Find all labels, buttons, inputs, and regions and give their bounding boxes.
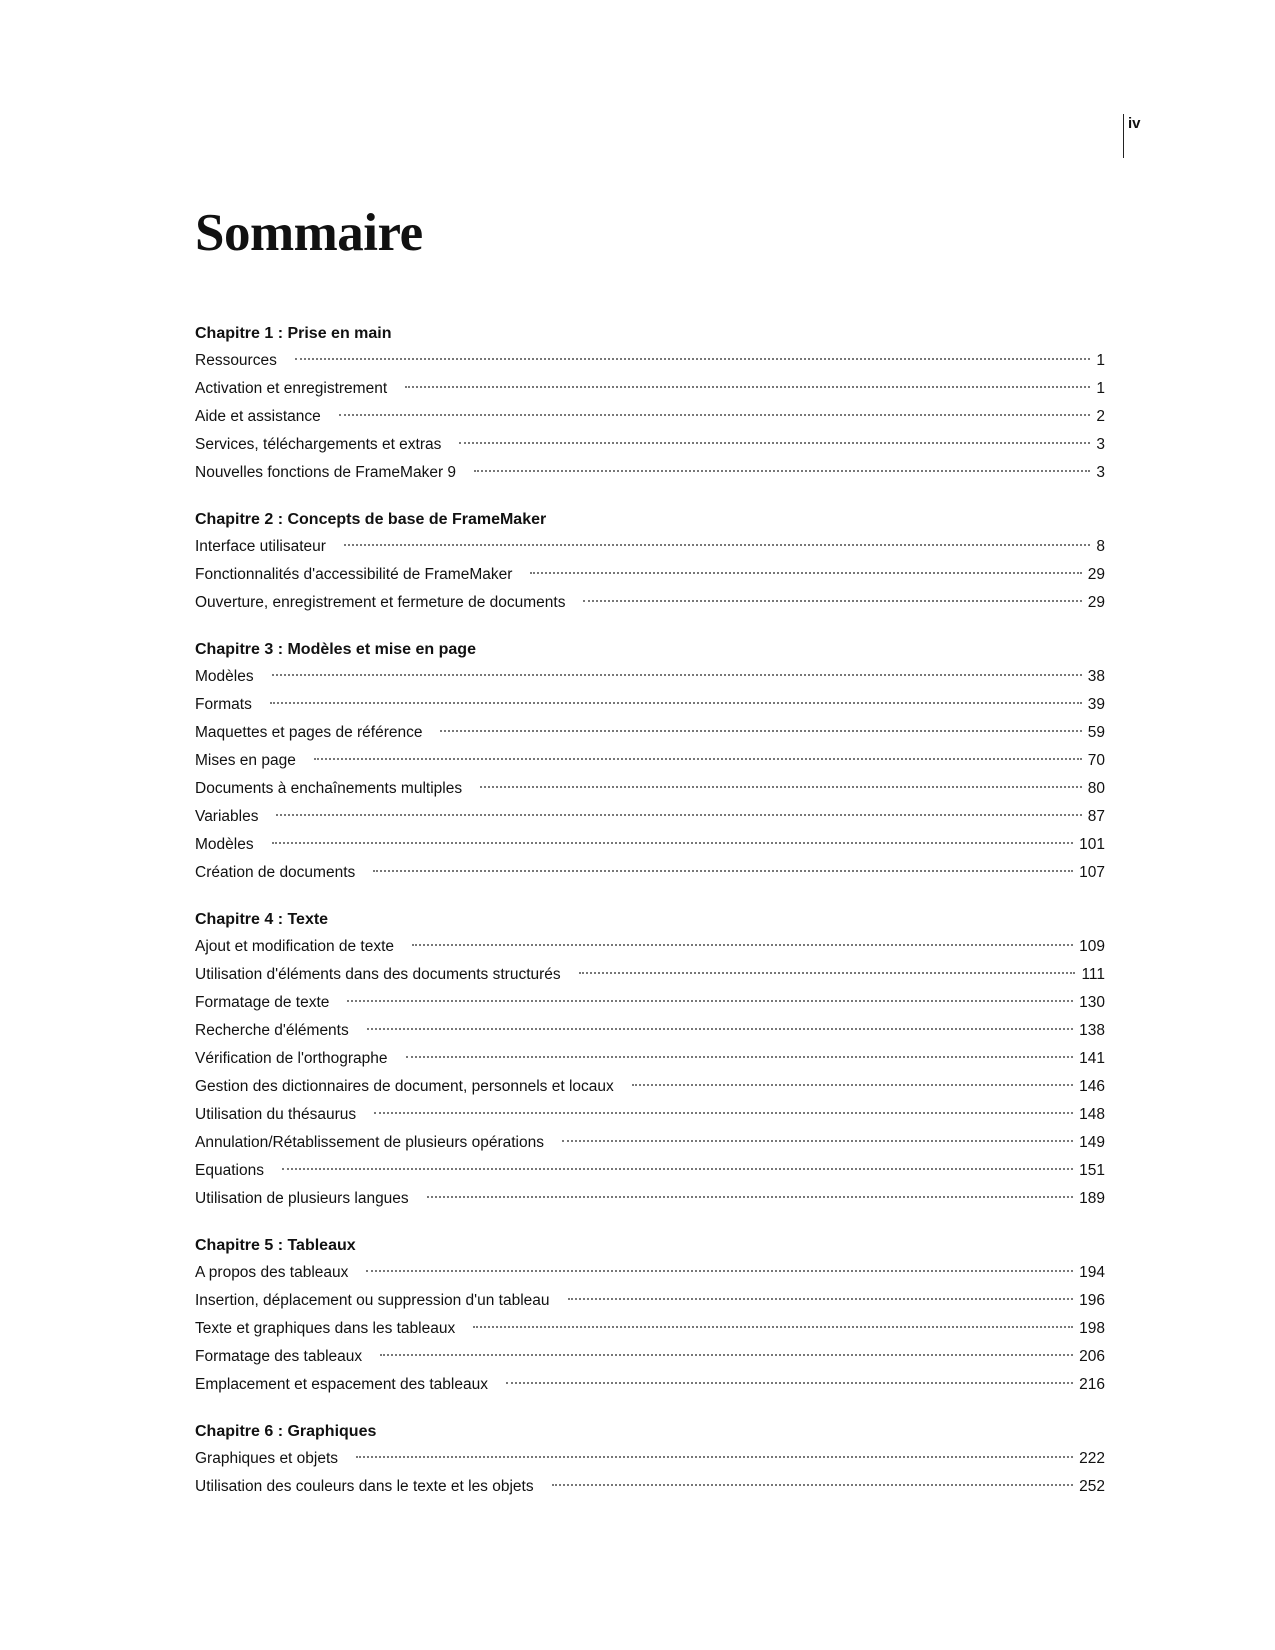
toc-entry-label: Utilisation d'éléments dans des documents structurés	[195, 966, 561, 983]
toc-entry[interactable]	[195, 1262, 1105, 1290]
toc-entry-label: Services, téléchargements et extras	[195, 436, 442, 453]
toc-entry-page: 111	[1081, 966, 1105, 983]
toc-entry-page: 101	[1079, 836, 1105, 853]
dot-leader	[374, 1112, 1073, 1114]
dot-leader	[347, 1000, 1073, 1002]
toc-entry-page: 130	[1079, 994, 1105, 1011]
toc-entry-page: 194	[1079, 1264, 1105, 1281]
dot-leader	[314, 758, 1082, 760]
toc-entry[interactable]	[195, 936, 1105, 964]
toc-entry-page: 39	[1087, 696, 1105, 713]
toc-entry-page: 151	[1079, 1162, 1105, 1179]
toc-chapter	[195, 323, 1105, 490]
dot-leader	[562, 1140, 1073, 1142]
toc-entry[interactable]	[195, 1020, 1105, 1048]
toc-entry-label: Ajout et modification de texte	[195, 938, 395, 955]
toc-entry[interactable]	[195, 1076, 1105, 1104]
toc-entry[interactable]	[195, 1374, 1105, 1402]
toc-entry-page: 206	[1079, 1348, 1105, 1365]
table-of-contents	[195, 323, 1105, 1523]
toc-entry-page: 59	[1087, 724, 1105, 741]
toc-entry-label: Texte et graphiques dans les tableaux	[195, 1320, 456, 1337]
toc-entry[interactable]	[195, 1448, 1105, 1476]
toc-entry-label: Documents à enchaînements multiples	[195, 780, 463, 797]
toc-entry-label: Insertion, déplacement ou suppression d'un tableau	[195, 1292, 550, 1309]
toc-entry-label: Ouverture, enregistrement et fermeture de documents	[195, 594, 566, 611]
dot-leader	[339, 414, 1091, 416]
dot-leader	[568, 1298, 1074, 1300]
toc-entry-label: Vérification de l'orthographe	[195, 1050, 388, 1067]
toc-entry[interactable]	[195, 592, 1105, 620]
toc-chapter	[195, 639, 1105, 890]
toc-entry-label: Graphiques et objets	[195, 1450, 339, 1467]
toc-entry-label: Activation et enregistrement	[195, 380, 388, 397]
toc-entry-label: Utilisation des couleurs dans le texte et les objets	[195, 1478, 534, 1495]
toc-entry-page: 70	[1087, 752, 1105, 769]
dot-leader	[412, 944, 1073, 946]
dot-leader	[406, 1056, 1074, 1058]
dot-leader	[276, 814, 1081, 816]
toc-entry[interactable]	[195, 378, 1105, 406]
toc-entry-label: Formats	[195, 696, 252, 713]
dot-leader	[295, 358, 1091, 360]
toc-entry-page: 109	[1079, 938, 1105, 955]
toc-entry-page: 196	[1079, 1292, 1105, 1309]
toc-entry-page: 2	[1096, 408, 1105, 425]
toc-entry[interactable]	[195, 1346, 1105, 1374]
toc-entry-page: 1	[1096, 380, 1105, 397]
dot-leader	[427, 1196, 1073, 1198]
chapter-heading[interactable]: Chapitre 5 : Tableaux	[195, 1237, 356, 1254]
toc-entry-label: Gestion des dictionnaires de document, personnels et locaux	[195, 1078, 614, 1095]
toc-entry[interactable]	[195, 1160, 1105, 1188]
page-number: iv	[1128, 115, 1141, 132]
chapter-heading[interactable]: Chapitre 3 : Modèles et mise en page	[195, 641, 476, 658]
toc-entry[interactable]	[195, 1104, 1105, 1132]
dot-leader	[380, 1354, 1073, 1356]
toc-entry[interactable]	[195, 722, 1105, 750]
chapter-heading[interactable]: Chapitre 2 : Concepts de base de FrameMaker	[195, 511, 547, 528]
toc-entry-label: Création de documents	[195, 864, 356, 881]
toc-entry-label: Formatage de texte	[195, 994, 330, 1011]
toc-entry[interactable]	[195, 350, 1105, 378]
toc-entry-label: Modèles	[195, 836, 254, 853]
dot-leader	[405, 386, 1090, 388]
toc-entry[interactable]	[195, 1048, 1105, 1076]
page-number-block	[1123, 114, 1183, 158]
toc-entry-label: Variables	[195, 808, 259, 825]
dot-leader	[579, 972, 1076, 974]
toc-entry[interactable]	[195, 1476, 1105, 1504]
dot-leader	[373, 870, 1073, 872]
dot-leader	[356, 1456, 1073, 1458]
dot-leader	[272, 674, 1082, 676]
toc-entry[interactable]	[195, 964, 1105, 992]
toc-entry-label: Maquettes et pages de référence	[195, 724, 423, 741]
dot-leader	[530, 572, 1081, 574]
toc-entry-label: Utilisation du thésaurus	[195, 1106, 357, 1123]
toc-entry[interactable]	[195, 778, 1105, 806]
toc-entry-page: 1	[1096, 352, 1105, 369]
toc-entry-label: Emplacement et espacement des tableaux	[195, 1376, 488, 1393]
toc-entry[interactable]	[195, 834, 1105, 862]
toc-entry-page: 80	[1087, 780, 1105, 797]
dot-leader	[480, 786, 1082, 788]
toc-entry-label: Nouvelles fonctions de FrameMaker 9	[195, 464, 457, 481]
toc-entry[interactable]	[195, 666, 1105, 694]
toc-entry[interactable]	[195, 536, 1105, 564]
page-number-rule	[1123, 114, 1124, 158]
toc-chapter	[195, 909, 1105, 1216]
chapter-heading[interactable]: Chapitre 1 : Prise en main	[195, 325, 392, 342]
chapter-heading[interactable]: Chapitre 4 : Texte	[195, 911, 329, 928]
dot-leader	[473, 1326, 1073, 1328]
dot-leader	[344, 544, 1090, 546]
toc-entry-label: Modèles	[195, 668, 254, 685]
toc-entry-label: Ressources	[195, 352, 277, 369]
toc-entry-label: Formatage des tableaux	[195, 1348, 363, 1365]
toc-entry-page: 189	[1079, 1190, 1105, 1207]
toc-entry-label: Recherche d'éléments	[195, 1022, 349, 1039]
toc-entry[interactable]	[195, 1290, 1105, 1318]
toc-entry-page: 146	[1079, 1078, 1105, 1095]
toc-entry[interactable]	[195, 862, 1105, 890]
toc-entry-page: 252	[1079, 1478, 1105, 1495]
toc-entry[interactable]	[195, 750, 1105, 778]
dot-leader	[367, 1028, 1073, 1030]
toc-entry-page: 149	[1079, 1134, 1105, 1151]
dot-leader	[632, 1084, 1073, 1086]
toc-entry[interactable]	[195, 806, 1105, 834]
toc-entry[interactable]	[195, 1132, 1105, 1160]
chapter-heading[interactable]: Chapitre 6 : Graphiques	[195, 1423, 377, 1440]
toc-entry-label: Utilisation de plusieurs langues	[195, 1190, 409, 1207]
toc-entry-page: 107	[1079, 864, 1105, 881]
toc-entry-page: 216	[1079, 1376, 1105, 1393]
toc-entry-label: Equations	[195, 1162, 264, 1179]
toc-entry-label: Interface utilisateur	[195, 538, 326, 555]
toc-entry-label: Annulation/Rétablissement de plusieurs opérations	[195, 1134, 544, 1151]
toc-chapter	[195, 509, 1105, 620]
toc-entry-page: 222	[1079, 1450, 1105, 1467]
toc-entry-page: 38	[1087, 668, 1105, 685]
toc-entry-page: 87	[1087, 808, 1105, 825]
toc-entry[interactable]	[195, 1188, 1105, 1216]
toc-entry-page: 148	[1079, 1106, 1105, 1123]
dot-leader	[506, 1382, 1073, 1384]
toc-chapter	[195, 1421, 1105, 1504]
toc-entry-page: 141	[1079, 1050, 1105, 1067]
toc-entry-label: Aide et assistance	[195, 408, 321, 425]
page-title: Sommaire	[195, 204, 423, 262]
toc-entry[interactable]	[195, 564, 1105, 592]
dot-leader	[552, 1484, 1074, 1486]
toc-entry-page: 3	[1096, 436, 1105, 453]
dot-leader	[440, 730, 1081, 732]
toc-entry-page: 138	[1079, 1022, 1105, 1039]
toc-entry-page: 8	[1096, 538, 1105, 555]
toc-entry[interactable]	[195, 406, 1105, 434]
toc-chapter	[195, 1235, 1105, 1402]
toc-entry[interactable]	[195, 1318, 1105, 1346]
toc-entry[interactable]	[195, 462, 1105, 490]
dot-leader	[272, 842, 1074, 844]
dot-leader	[282, 1168, 1073, 1170]
toc-entry[interactable]	[195, 694, 1105, 722]
toc-entry-page: 29	[1087, 594, 1105, 611]
toc-entry-page: 198	[1079, 1320, 1105, 1337]
dot-leader	[366, 1270, 1073, 1272]
toc-entry-page: 3	[1096, 464, 1105, 481]
toc-entry[interactable]	[195, 434, 1105, 462]
toc-entry-label: A propos des tableaux	[195, 1264, 349, 1281]
dot-leader	[459, 442, 1090, 444]
toc-entry-label: Fonctionnalités d'accessibilité de FrameMaker	[195, 566, 513, 583]
dot-leader	[270, 702, 1082, 704]
dot-leader	[474, 470, 1090, 472]
toc-entry[interactable]	[195, 992, 1105, 1020]
toc-entry-page: 29	[1087, 566, 1105, 583]
toc-entry-label: Mises en page	[195, 752, 296, 769]
dot-leader	[583, 600, 1081, 602]
